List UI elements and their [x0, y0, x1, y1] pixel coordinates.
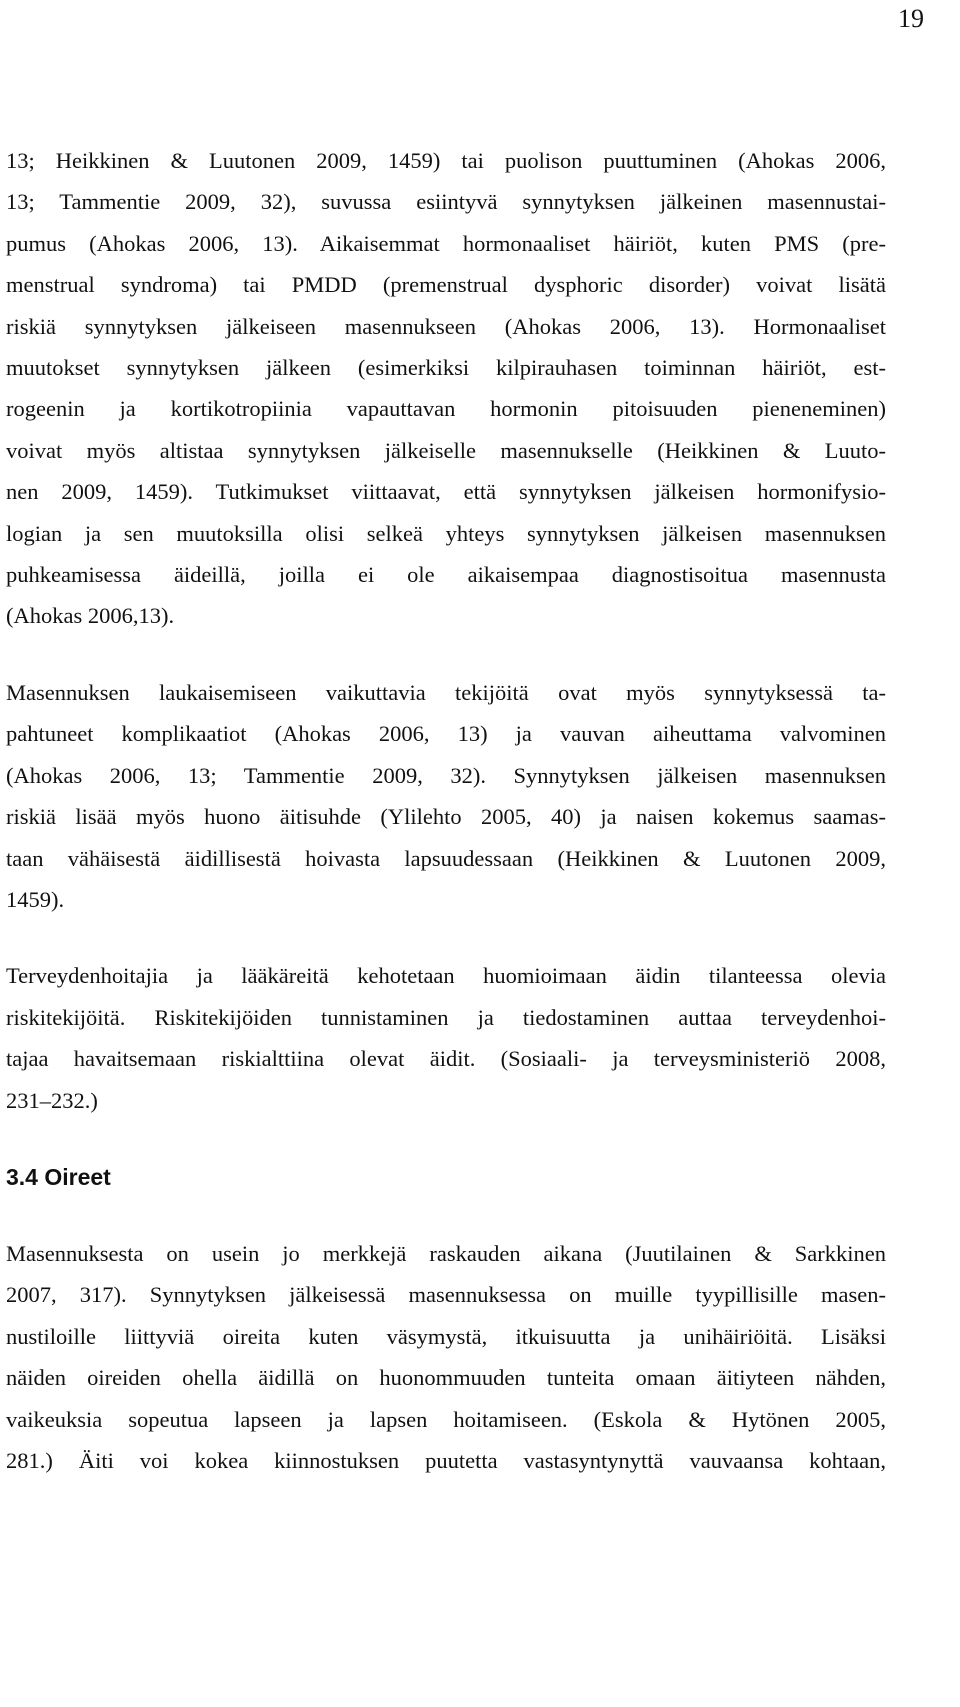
text-line: Masennuksesta on usein jo merkkejä raskauden aikana (Juutilainen & Sarkkinen	[6, 1240, 886, 1266]
paragraph-health-professionals	[6, 955, 886, 1121]
paragraph-gap	[6, 637, 886, 672]
paragraph-symptoms	[6, 1233, 886, 1481]
text-line: 13; Tammentie 2009, 32), suvussa esiintyvä synnytyksen jälkeinen masennustai-	[6, 189, 886, 215]
text-line: 2007, 317). Synnytyksen jälkeisessä masennuksessa on muille tyypillisille masen-	[6, 1282, 886, 1308]
text-line: näiden oireiden ohella äidillä on huonommuuden tunteita omaan äitiyteen nähden,	[6, 1365, 886, 1391]
text-line: menstrual syndroma) tai PMDD (premenstrual dysphoric disorder) voivat lisätä	[6, 272, 886, 298]
text-line: riskitekijöitä. Riskitekijöiden tunnistaminen ja tiedostaminen auttaa terveydenhoi-	[6, 1004, 886, 1030]
paragraph-triggers	[6, 672, 886, 920]
text-line: voivat myös altistaa synnytyksen jälkeiselle masennukselle (Heikkinen & Luuto-	[6, 437, 886, 463]
paragraph-gap	[6, 1198, 886, 1233]
text-line: tajaa havaitsemaan riskialttiina olevat äidit. (Sosiaali- ja terveysministeriö 2008,	[6, 1046, 886, 1072]
paragraph-risk-factors	[6, 140, 886, 637]
text-line: Masennuksen laukaisemiseen vaikuttavia tekijöitä ovat myös synnytyksessä ta-	[6, 679, 886, 705]
text-line: riskiä lisää myös huono äitisuhde (Ylilehto 2005, 40) ja naisen kokemus saamas-	[6, 804, 886, 830]
text-line: 281.) Äiti voi kokea kiinnostuksen puutetta vastasyntynyttä vauvaansa kohtaan,	[6, 1447, 886, 1473]
text-line: Terveydenhoitajia ja lääkäreitä kehotetaan huomioimaan äidin tilanteessa olevia	[6, 963, 886, 989]
text-line: 1459).	[6, 886, 65, 912]
paragraph-gap	[6, 920, 886, 955]
text-line: pumus (Ahokas 2006, 13). Aikaisemmat hormonaaliset häiriöt, kuten PMS (pre-	[6, 230, 886, 256]
text-line: (Ahokas 2006, 13; Tammentie 2009, 32). Synnytyksen jälkeisen masennuksen	[6, 762, 886, 788]
text-line: rogeenin ja kortikotropiinia vapauttavan hormonin pitoisuuden pieneneminen)	[6, 396, 886, 422]
text-line: nustiloille liittyviä oireita kuten väsymystä, itkuisuutta ja unihäiriöitä. Lisäksi	[6, 1323, 886, 1349]
text-line: 231–232.)	[6, 1087, 98, 1113]
paragraph-gap	[6, 1121, 886, 1156]
page-number: 19	[898, 4, 924, 33]
text-line: logian ja sen muutoksilla olisi selkeä yhteys synnytyksen jälkeisen masennuksen	[6, 520, 886, 546]
text-line: (Ahokas 2006,13).	[6, 603, 175, 629]
section-heading: 3.4 Oireet	[6, 1163, 111, 1190]
text-line: muutokset synnytyksen jälkeen (esimerkiksi kilpirauhasen toiminnan häiriöt, est-	[6, 355, 886, 381]
text-line: pahtuneet komplikaatiot (Ahokas 2006, 13) ja vauvan aiheuttama valvominen	[6, 721, 886, 747]
text-line: puhkeamisessa äideillä, joilla ei ole aikaisempaa diagnostisoitua masennusta	[6, 562, 886, 588]
document-body	[6, 140, 886, 1481]
text-line: riskiä synnytyksen jälkeiseen masennukseen (Ahokas 2006, 13). Hormonaaliset	[6, 313, 886, 339]
text-line: vaikeuksia sopeutua lapseen ja lapsen hoitamiseen. (Eskola & Hytönen 2005,	[6, 1406, 886, 1432]
text-line: taan vähäisestä äidillisestä hoivasta lapsuudessaan (Heikkinen & Luutonen 2009,	[6, 845, 886, 871]
text-line: 13; Heikkinen & Luutonen 2009, 1459) tai puolison puuttuminen (Ahokas 2006,	[6, 148, 886, 173]
text-line: nen 2009, 1459). Tutkimukset viittaavat, että synnytyksen jälkeisen hormonifysio-	[6, 479, 886, 505]
